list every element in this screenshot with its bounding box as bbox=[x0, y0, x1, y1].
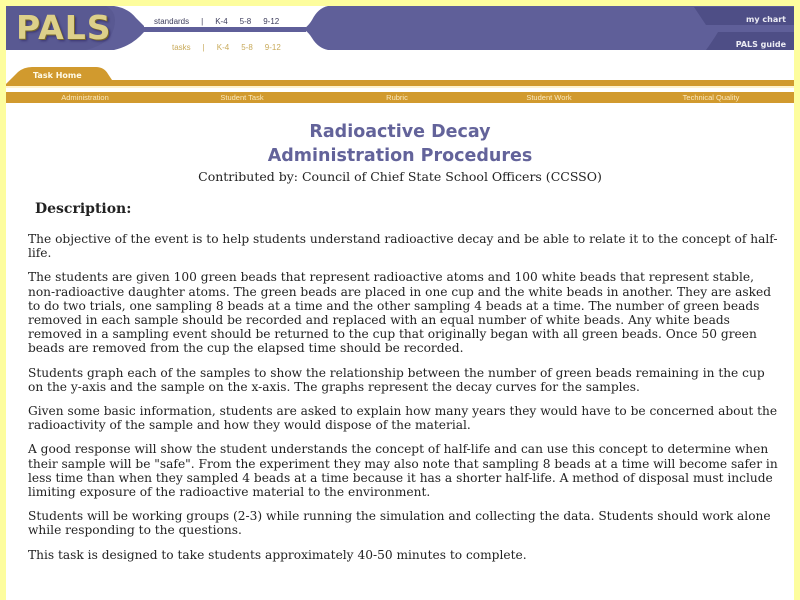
paragraph: The objective of the event is to help students understand radioactive decay and be able to relate it to the concept of half-life. bbox=[28, 232, 778, 261]
tasks-5-8-link[interactable]: 5-8 bbox=[241, 43, 253, 52]
paragraph: This task is designed to take students approximately 40-50 minutes to complete. bbox=[28, 547, 527, 562]
section-heading: Description: bbox=[35, 201, 132, 217]
page-container bbox=[6, 6, 794, 600]
pals-guide-link[interactable]: PALS guide bbox=[735, 40, 786, 49]
paragraph: Students will be working groups (2-3) while running the simulation and collecting the data. Students should work alone while responding to the questions. bbox=[28, 509, 771, 538]
paragraph: Students graph each of the samples to show the relationship between the number of green beads remaining in the cup on the y-axis and the sample on the x-axis. The graphs represent the decay curves for the samples. bbox=[28, 365, 765, 394]
subnav-rubric[interactable]: Rubric bbox=[386, 93, 408, 102]
page-subtitle: Administration Procedures bbox=[267, 146, 533, 166]
standards-9-12-link[interactable]: 9-12 bbox=[263, 17, 280, 26]
contributor-credit: Contributed by: Council of Chief State School Officers (CCSSO) bbox=[198, 169, 602, 184]
separator: | bbox=[201, 17, 204, 26]
my-chart-link[interactable]: my chart bbox=[746, 15, 786, 24]
tasks-9-12-link[interactable]: 9-12 bbox=[264, 43, 281, 52]
subnav-student-work[interactable]: Student Work bbox=[526, 93, 572, 102]
standards-k4-link[interactable]: K-4 bbox=[215, 17, 228, 26]
tasks-nav bbox=[172, 43, 293, 52]
page-title: Radioactive Decay bbox=[309, 122, 491, 142]
task-subnav bbox=[6, 92, 794, 103]
page-title-block bbox=[6, 120, 794, 186]
standards-5-8-link[interactable]: 5-8 bbox=[239, 17, 252, 26]
pals-logo[interactable]: PALS bbox=[16, 8, 112, 47]
subnav-administration[interactable]: Administration bbox=[61, 93, 109, 102]
tasks-k4-link[interactable]: K-4 bbox=[216, 43, 230, 52]
paragraph: Given some basic information, students are asked to explain how many years they would have to be concerned about the radioactivity of the sample and how they would dispose of the material. bbox=[28, 404, 778, 433]
standards-link[interactable]: standards bbox=[154, 17, 190, 26]
separator: | bbox=[202, 43, 205, 52]
description-section bbox=[28, 201, 778, 572]
subnav-student-task[interactable]: Student Task bbox=[220, 93, 264, 102]
subnav-technical-quality[interactable]: Technical Quality bbox=[682, 93, 740, 102]
standards-nav bbox=[154, 17, 291, 26]
tasks-link[interactable]: tasks bbox=[172, 43, 191, 52]
task-home-tab-row bbox=[6, 66, 794, 90]
paragraph: A good response will show the student understands the concept of half-life and can use this concept to determine when their sample will be "safe". From the experiment they may also note that sampling 8 beads at a time will become safer in less time than when they sampled 4 beads at a time because it has a shorter half-life. A method of disposal must include limiting exposure of the radioactive material to the environment. bbox=[28, 442, 778, 500]
paragraph: The students are given 100 green beads that represent radioactive atoms and 100 white beads that represent stable, non-radioactive daughter atoms. The green beads are placed in one cup and the white beads in another. They are asked to do two trials, one sampling 8 beads at a time and the other sampling 4 beads at a time. The number of green beads removed in each sample should be recorded and replaced with an equal number of white beads. Any white beads removed in a sampling event should be returned to the cup that originally began with all green beads. Once 50 green beads are removed from the cup the elapsed time should be recorded. bbox=[28, 270, 772, 356]
task-tab-shape bbox=[6, 66, 794, 90]
site-header bbox=[6, 6, 794, 52]
header-banner-shape bbox=[6, 6, 794, 52]
task-home-tab[interactable]: Task Home bbox=[33, 71, 82, 80]
